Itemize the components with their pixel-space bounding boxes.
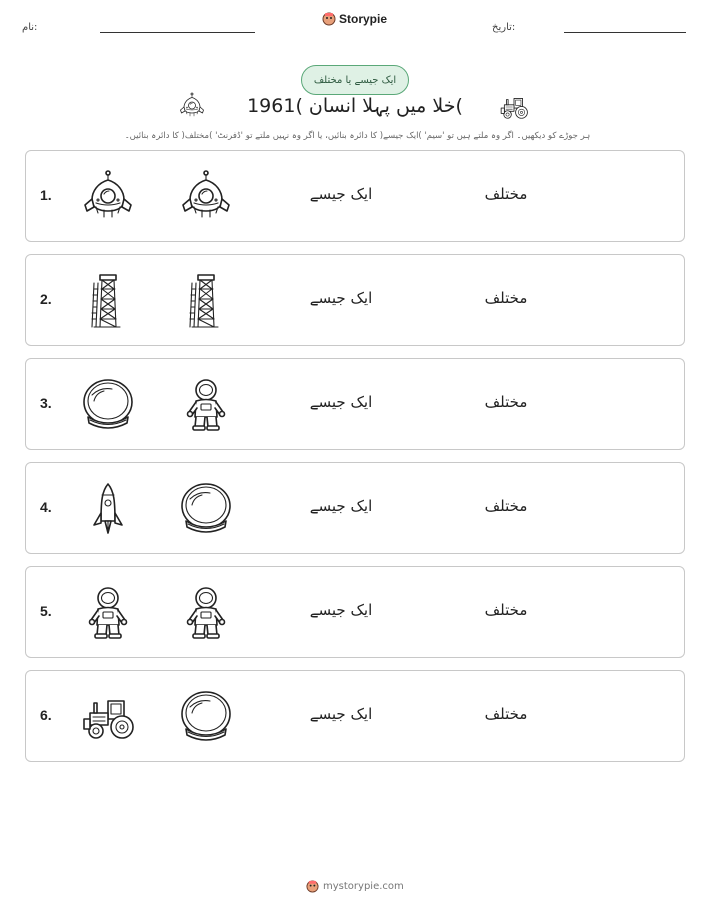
question-row: [25, 150, 685, 242]
helmet-icon: [80, 377, 136, 433]
question-number: 6.: [40, 707, 52, 723]
same-option[interactable]: ایک جیسے: [309, 601, 373, 619]
rocket-icon: [80, 481, 136, 537]
tractor-icon: [80, 689, 136, 745]
question-row: [25, 254, 685, 346]
different-option[interactable]: مختلف: [484, 705, 528, 723]
date-line[interactable]: [564, 32, 686, 33]
helmet-icon: [178, 481, 234, 537]
worksheet-type-badge: ایک جیسے یا مختلف: [301, 65, 409, 95]
footer-link[interactable]: mystorypie.com: [323, 881, 404, 892]
astronaut-icon: [178, 585, 234, 641]
brand-logo: [322, 12, 387, 26]
question-row: [25, 358, 685, 450]
instructions: ہر جوڑے کو دیکھیں۔ اگر وہ ملتے ہیں تو 'سیم' )ایک جیسے( کا دائرہ بنائیں، یا اگر وہ نہیں ملتے تو 'ڈفرنٹ' )مختلف( کا دائرہ بنائیں۔: [124, 131, 591, 141]
different-option[interactable]: مختلف: [484, 497, 528, 515]
question-number: 1.: [40, 187, 52, 203]
same-option[interactable]: ایک جیسے: [309, 705, 373, 723]
spaceship-icon: [178, 92, 206, 120]
same-option[interactable]: ایک جیسے: [309, 393, 373, 411]
date-label: تاریخ:: [492, 22, 516, 33]
question-row: [25, 462, 685, 554]
helmet-icon: [178, 689, 234, 745]
page-title: خلا میں پہلا انسان )1961(: [247, 95, 463, 117]
question-number: 5.: [40, 603, 52, 619]
different-option[interactable]: مختلف: [484, 185, 528, 203]
spaceship-icon: [80, 169, 136, 225]
name-line[interactable]: [100, 32, 255, 33]
same-option[interactable]: ایک جیسے: [309, 289, 373, 307]
launch-tower-icon: [178, 273, 234, 329]
worksheet-header: [0, 12, 709, 42]
astronaut-icon: [178, 377, 234, 433]
storypie-logo-icon: [322, 12, 336, 26]
different-option[interactable]: مختلف: [484, 289, 528, 307]
spaceship-icon: [178, 169, 234, 225]
launch-tower-icon: [80, 273, 136, 329]
question-row: [25, 670, 685, 762]
different-option[interactable]: مختلف: [484, 601, 528, 619]
different-option[interactable]: مختلف: [484, 393, 528, 411]
tractor-icon: [498, 92, 530, 122]
question-row: [25, 566, 685, 658]
same-option[interactable]: ایک جیسے: [309, 185, 373, 203]
same-option[interactable]: ایک جیسے: [309, 497, 373, 515]
question-number: 2.: [40, 291, 52, 307]
storypie-logo-icon: [306, 880, 319, 893]
astronaut-icon: [80, 585, 136, 641]
brand-name: Storypie: [339, 12, 388, 26]
footer: [306, 880, 404, 893]
question-number: 3.: [40, 395, 52, 411]
question-number: 4.: [40, 499, 52, 515]
name-label: نام:: [22, 22, 38, 33]
